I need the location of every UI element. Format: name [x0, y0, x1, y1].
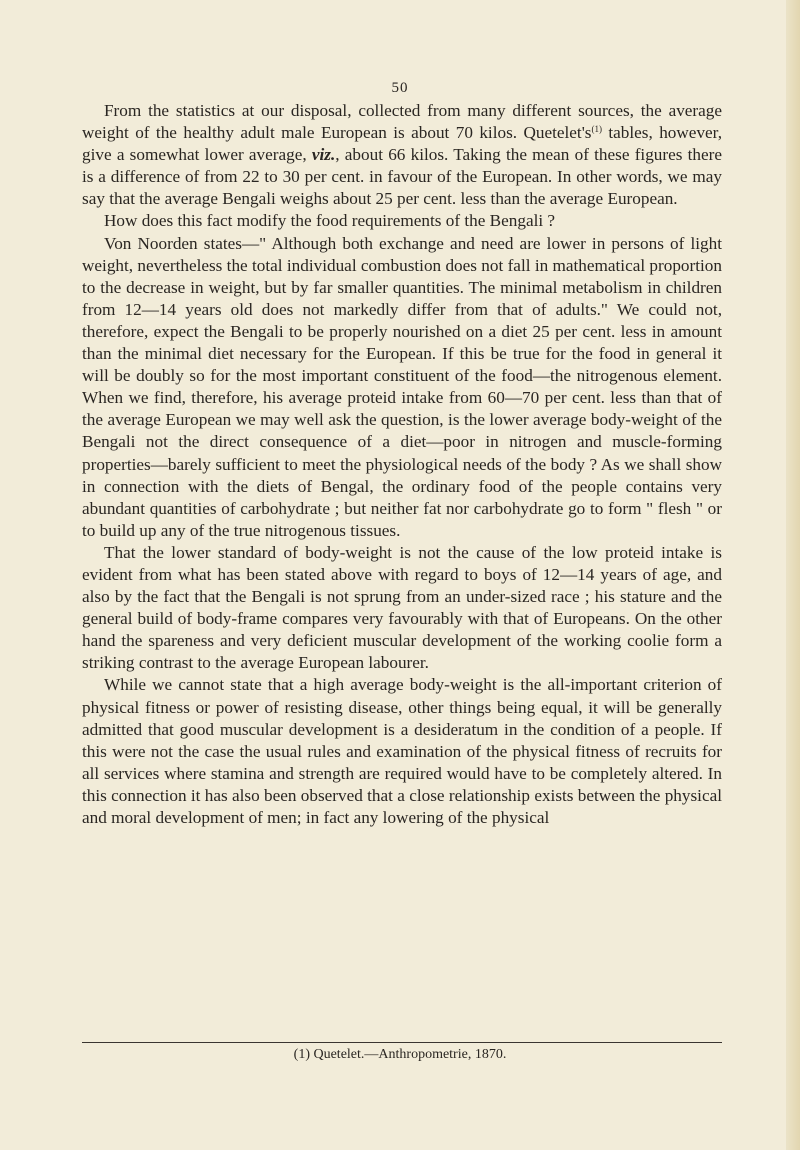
emphasis-viz: viz.: [311, 145, 336, 165]
paragraph-1: [82, 100, 722, 210]
page-number: 50: [391, 80, 409, 96]
page-edge: [786, 0, 800, 1150]
paragraph-3: Von Noorden states—" Although both exchange and need are lower in persons of light weight, nevertheless the total individual combustion does not fall in mathematical proportion to the decrease in weight, but by far smaller quantities. The minimal metabolism in children from 12—14 years old does not markedly differ from that of adults." We could not, therefore, expect the Bengali to be properly nourished on a diet 25 per cent. less in amount than the minimal diet necessary for the European. If this be true for the food in general it will be doubly so for the most important constituent of the food—the nitrogenous element. When we find, therefore, his average proteid intake from 60—70 per cent. less than that of the average European we may well ask the question, is the lower average body-weight of the Bengali not the direct consequence of a diet—poor in nitrogen and muscle-forming properties—barely sufficient to meet the physiological needs of the body ? As we shall show in connection with the diets of Bengal, the ordinary food of the people contains very abundant quantities of carbohydrate ; but neither fat nor carbohydrate go to form " flesh " or to build up any of the true nitrogenous tissues.: [82, 233, 722, 540]
footnote-divider: [82, 1042, 722, 1043]
footnote: (1) Quetelet.—Anthropometrie, 1870.: [293, 1047, 507, 1062]
paragraph-1-end: , about 66 kilos. Taking the mean of these figures there is a difference of from 22 to 30 per cent. in favour of the European. In other words, we may say that the average Bengali weighs about 25 per cent. less than the average European.: [82, 145, 722, 209]
body-text: [82, 100, 722, 829]
paragraph-4: That the lower standard of body-weight is not the cause of the low proteid intake is evident from what has been stated above with regard to boys of 12—14 years of age, and also by the fact that the Bengali is not sprung from an under-sized race ; his stature and the general build of body-frame compares very favourably with that of Europeans. On the other hand the spareness and very deficient muscular development of the working coolie form a striking contrast to the average European labourer.: [82, 542, 722, 673]
paragraph-5: While we cannot state that a high average body-weight is the all-important criterion of physical fitness or power of resisting disease, other things being equal, it will be generally admitted that good muscular development is a desideratum in the condition of a people. If this were not the case the usual rules and examination of the physical fitness of recruits for all services where stamina and strength are required would have to be completely altered. In this connection it has also been observed that a close relationship exists between the physical and moral development of men; in fact any lowering of the physical: [82, 675, 722, 827]
footnote-marker: (1): [591, 124, 602, 135]
paragraph-1-middle: tables, however, give a somewhat lower average,: [82, 123, 722, 165]
paragraph-2: How does this fact modify the food requirements of the Bengali ?: [104, 211, 556, 231]
paragraph-1-start: From the statistics at our disposal, collected from many different sources, the average weight of the healthy adult male European is about 70 kilos. Quetelet's: [82, 101, 722, 143]
